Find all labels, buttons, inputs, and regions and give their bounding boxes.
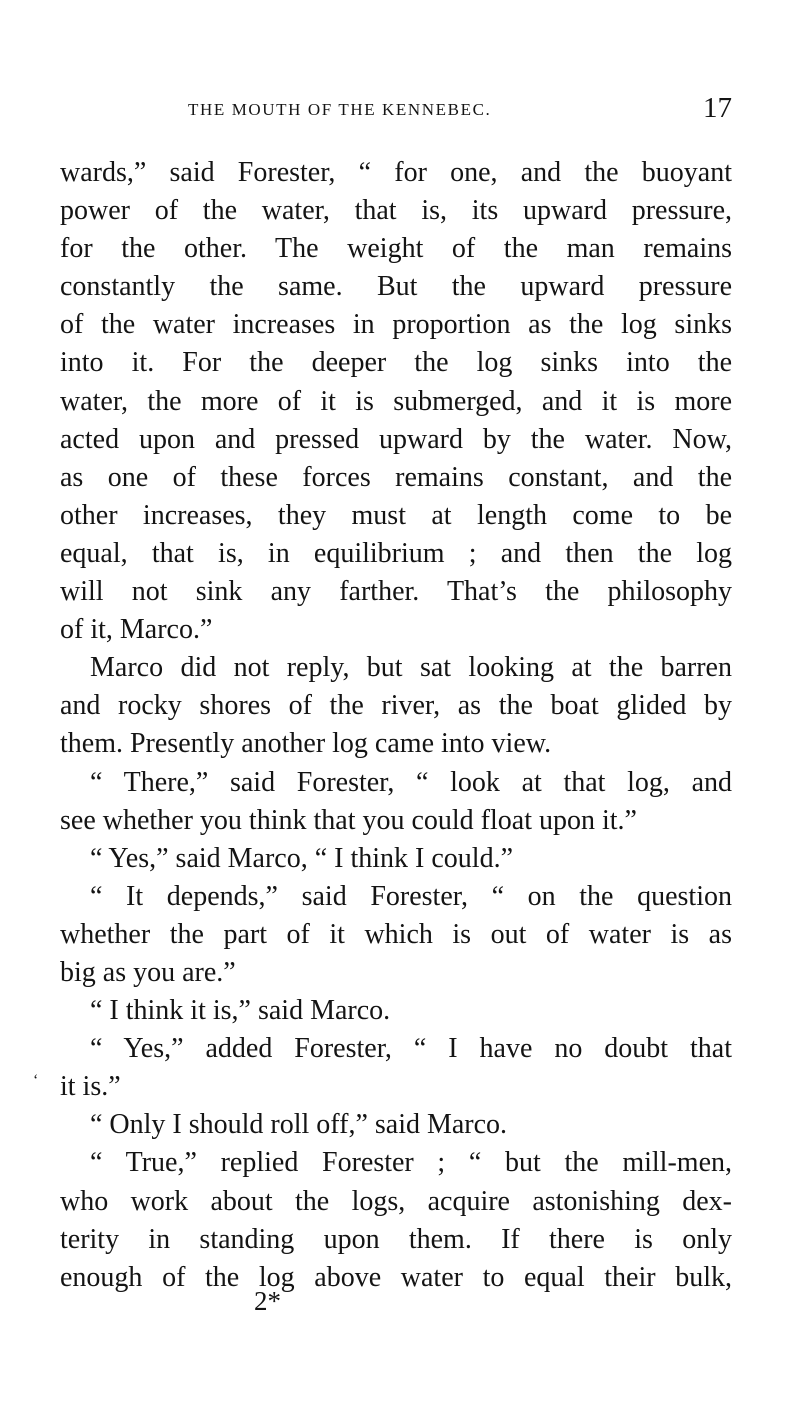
text-line: acted upon and pressed upward by the water. Now, <box>60 423 732 455</box>
text-line: wards,” said Forester, “ for one, and the buoyant <box>60 157 732 188</box>
text-line: whether the part of it which is out of water is as <box>60 918 732 950</box>
text-line: it is.” <box>60 1071 121 1103</box>
stray-ink-mark: ‘ <box>33 1072 39 1089</box>
running-title: THE MOUTH OF THE KENNEBEC. <box>188 100 492 119</box>
text-line: into it. For the deeper the log sinks into the <box>60 347 732 379</box>
text-line: of it, Marco.” <box>60 614 213 646</box>
text-line: of the water increases in proportion as the log sinks <box>60 309 732 341</box>
page-number: 17 <box>703 92 732 124</box>
text-line: “ Only I should roll off,” said Marco. <box>90 1109 508 1141</box>
text-line: terity in standing upon them. If there is only <box>60 1223 732 1255</box>
text-line: “ It depends,” said Forester, “ on the question <box>90 880 732 912</box>
text-line: constantly the same. But the upward pressure <box>60 271 732 303</box>
text-line: “ Yes,” said Marco, “ I think I could.” <box>90 842 514 874</box>
text-line: enough of the log above water to equal their bulk, <box>60 1261 732 1293</box>
text-line: water, the more of it is submerged, and it is more <box>60 385 732 417</box>
text-line: for the other. The weight of the man remains <box>60 233 732 265</box>
text-line: “ True,” replied Forester ; “ but the mill-men, <box>90 1147 732 1179</box>
text-line: them. Presently another log came into view. <box>60 728 552 760</box>
text-line: who work about the logs, acquire astonishing dex- <box>60 1185 732 1217</box>
text-line: other increases, they must at length come to be <box>60 499 732 531</box>
text-line: and rocky shores of the river, as the boat glided by <box>60 690 732 722</box>
text-line: as one of these forces remains constant, and the <box>60 461 732 493</box>
text-line: “ Yes,” added Forester, “ I have no doubt that <box>90 1033 732 1065</box>
text-line: will not sink any farther. That’s the philosophy <box>60 576 732 608</box>
text-line: equal, that is, in equilibrium ; and then the log <box>60 537 732 569</box>
text-line: Marco did not reply, but sat looking at the barren <box>90 652 732 684</box>
text-line: “ I think it is,” said Marco. <box>90 995 391 1027</box>
signature-mark: 2* <box>254 1286 281 1316</box>
text-line: power of the water, that is, its upward pressure, <box>60 195 732 227</box>
text-line: see whether you think that you could float upon it.” <box>60 804 637 836</box>
body-text <box>60 154 732 1297</box>
text-line: big as you are.” <box>60 956 236 988</box>
running-head <box>60 92 732 126</box>
text-line: “ There,” said Forester, “ look at that log, and <box>90 766 732 798</box>
